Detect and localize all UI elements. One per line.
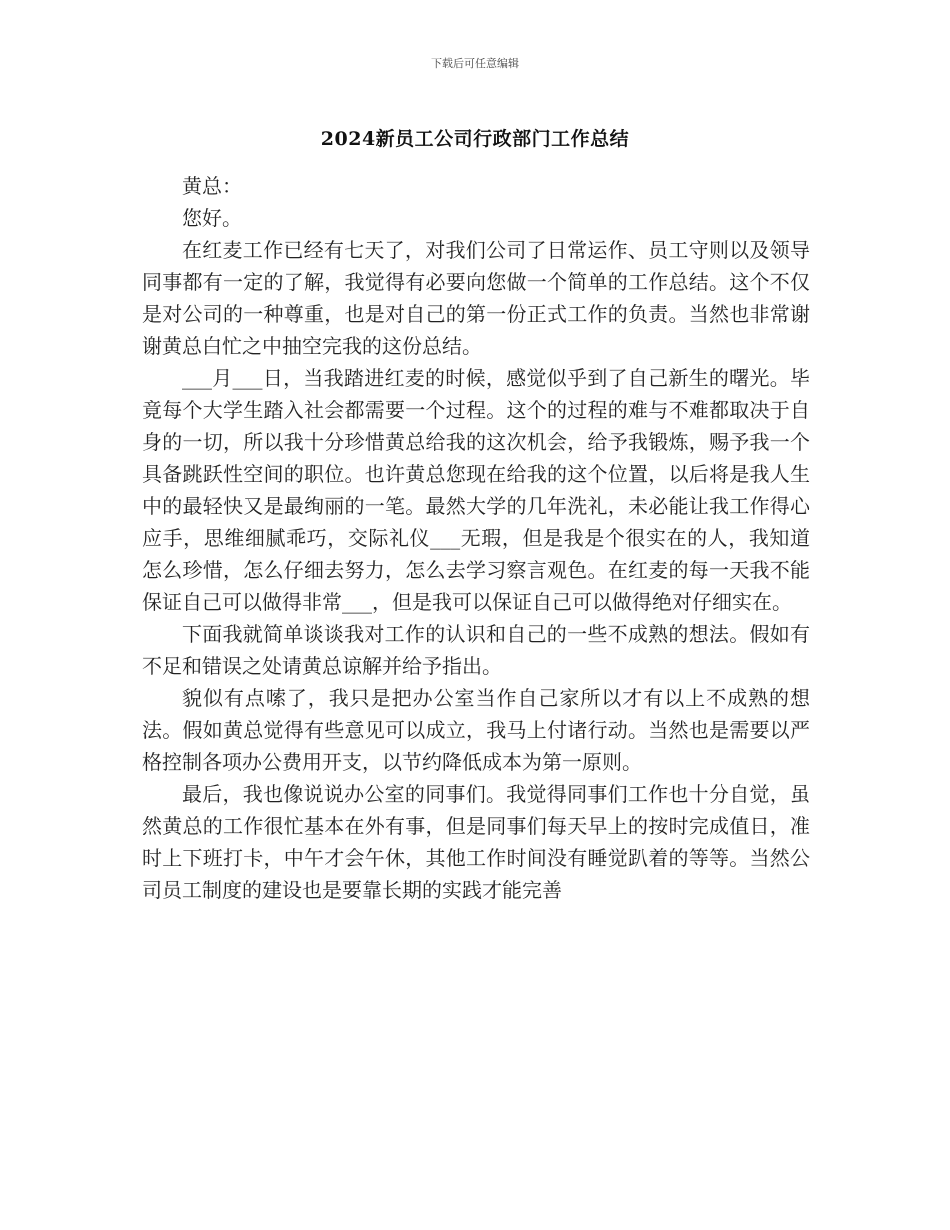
paragraph: 下面我就简单谈谈我对工作的认识和自己的一些不成熟的想法。假如有不足和错误之处请黄总谅解并给予指出。 [142, 622, 810, 678]
header-watermark: 下载后可任意编辑 [431, 57, 519, 70]
document-body [142, 170, 810, 906]
salutation: 黄总： [182, 174, 242, 198]
paragraph: 最后，我也像说说办公室的同事们。我觉得同事们工作也十分自觉，虽然黄总的工作很忙基本在外有事，但是同事们每天早上的按时完成值日，准时上下班打卡，中午才会午休，其他工作时间没有睡觉趴着的等等。当然公司员工制度的建设也是要靠长期的实践才能完善 [142, 782, 810, 902]
greeting: 您好。 [182, 206, 242, 230]
paragraph: 在红麦工作已经有七天了，对我们公司了日常运作、员工守则以及领导同事都有一定的了解，我觉得有必要向您做一个简单的工作总结。这个不仅是对公司的一种尊重，也是对自己的第一份正式工作的负责。当然也非常谢谢黄总白忙之中抽空完我的这份总结。 [142, 238, 810, 358]
document-title: 2024新员工公司行政部门工作总结 [320, 128, 630, 150]
paragraph: 貌似有点嗦了，我只是把办公室当作自己家所以才有以上不成熟的想法。假如黄总觉得有些意见可以成立，我马上付诸行动。当然也是需要以严格控制各项办公费用开支，以节约降低成本为第一原则。 [142, 686, 810, 774]
paragraph: ___月___日，当我踏进红麦的时候，感觉似乎到了自己新生的曙光。毕竟每个大学生踏入社会都需要一个过程。这个的过程的难与不难都取决于自身的一切，所以我十分珍惜黄总给我的这次机会，给予我锻炼，赐予我一个具备跳跃性空间的职位。也许黄总您现在给我的这个位置，以后将是我人生中的最轻快又是最绚丽的一笔。最然大学的几年洗礼，未必能让我工作得心应手，思维细腻乖巧，交际礼仪___无瑕，但是我是个很实在的人，我知道怎么珍惜，怎么仔细去努力，怎么去学习察言观色。在红麦的每一天我不能保证自己可以做得非常___，但是我可以保证自己可以做得绝对仔细实在。 [142, 366, 810, 614]
